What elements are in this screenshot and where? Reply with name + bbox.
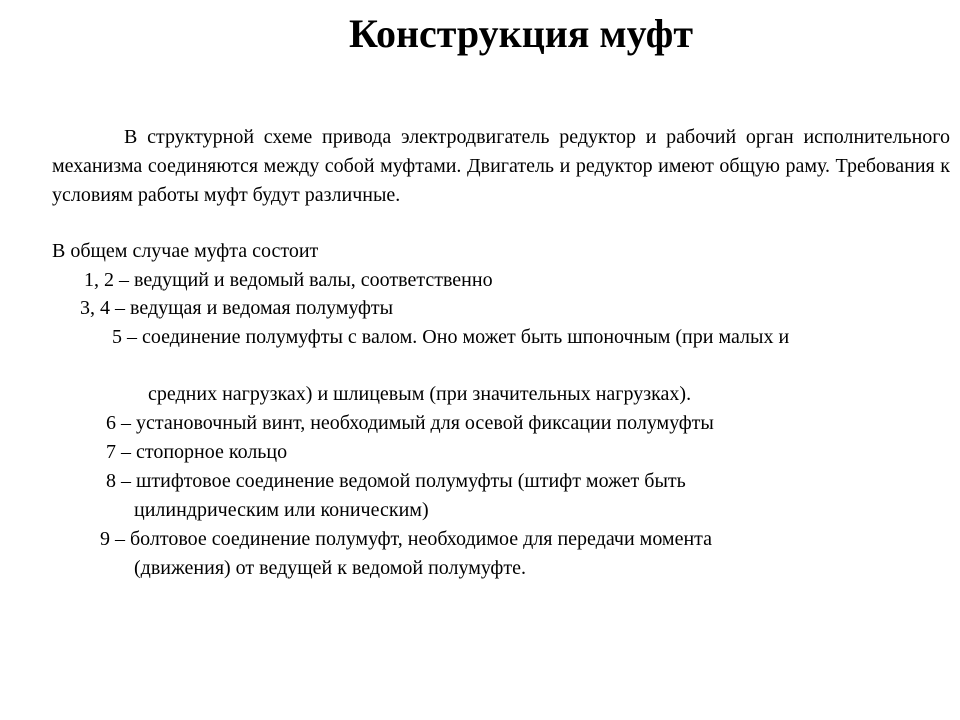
- list-item-5: 5 – соединение полумуфты с валом. Оно может быть шпоночным (при малых и: [112, 326, 790, 348]
- intro-text: В структурной схеме привода электродвигатель редуктор и рабочий орган исполнительного механизма соединяются между собой муфтами. Двигатель и редуктор имеют общую раму. Требования к условиям работы муфт будут различные.: [52, 126, 950, 206]
- intro-paragraph: [52, 123, 950, 210]
- list-item-8: 8 – штифтовое соединение ведомой полумуфты (штифт может быть: [106, 470, 686, 492]
- slide-title: Конструкция муфт: [348, 11, 694, 56]
- list-item-8-continued: цилиндрическим или коническим): [134, 499, 429, 521]
- list-item-9: 9 – болтовое соединение полумуфт, необходимое для передачи момента: [100, 528, 713, 550]
- list-item-9-continued: (движения) от ведущей к ведомой полумуфте.: [134, 557, 526, 579]
- list-item-5-continued: средних нагрузках) и шлицевым (при значительных нагрузках).: [148, 383, 692, 405]
- list-item-3-4: 3, 4 – ведущая и ведомая полумуфты: [80, 297, 394, 319]
- list-item-1-2: 1, 2 – ведущий и ведомый валы, соответственно: [84, 269, 493, 291]
- list-item-7: 7 – стопорное кольцо: [106, 441, 288, 463]
- list-heading: В общем случае муфта состоит: [52, 240, 319, 262]
- list-item-6: 6 – установочный винт, необходимый для осевой фиксации полумуфты: [106, 412, 714, 434]
